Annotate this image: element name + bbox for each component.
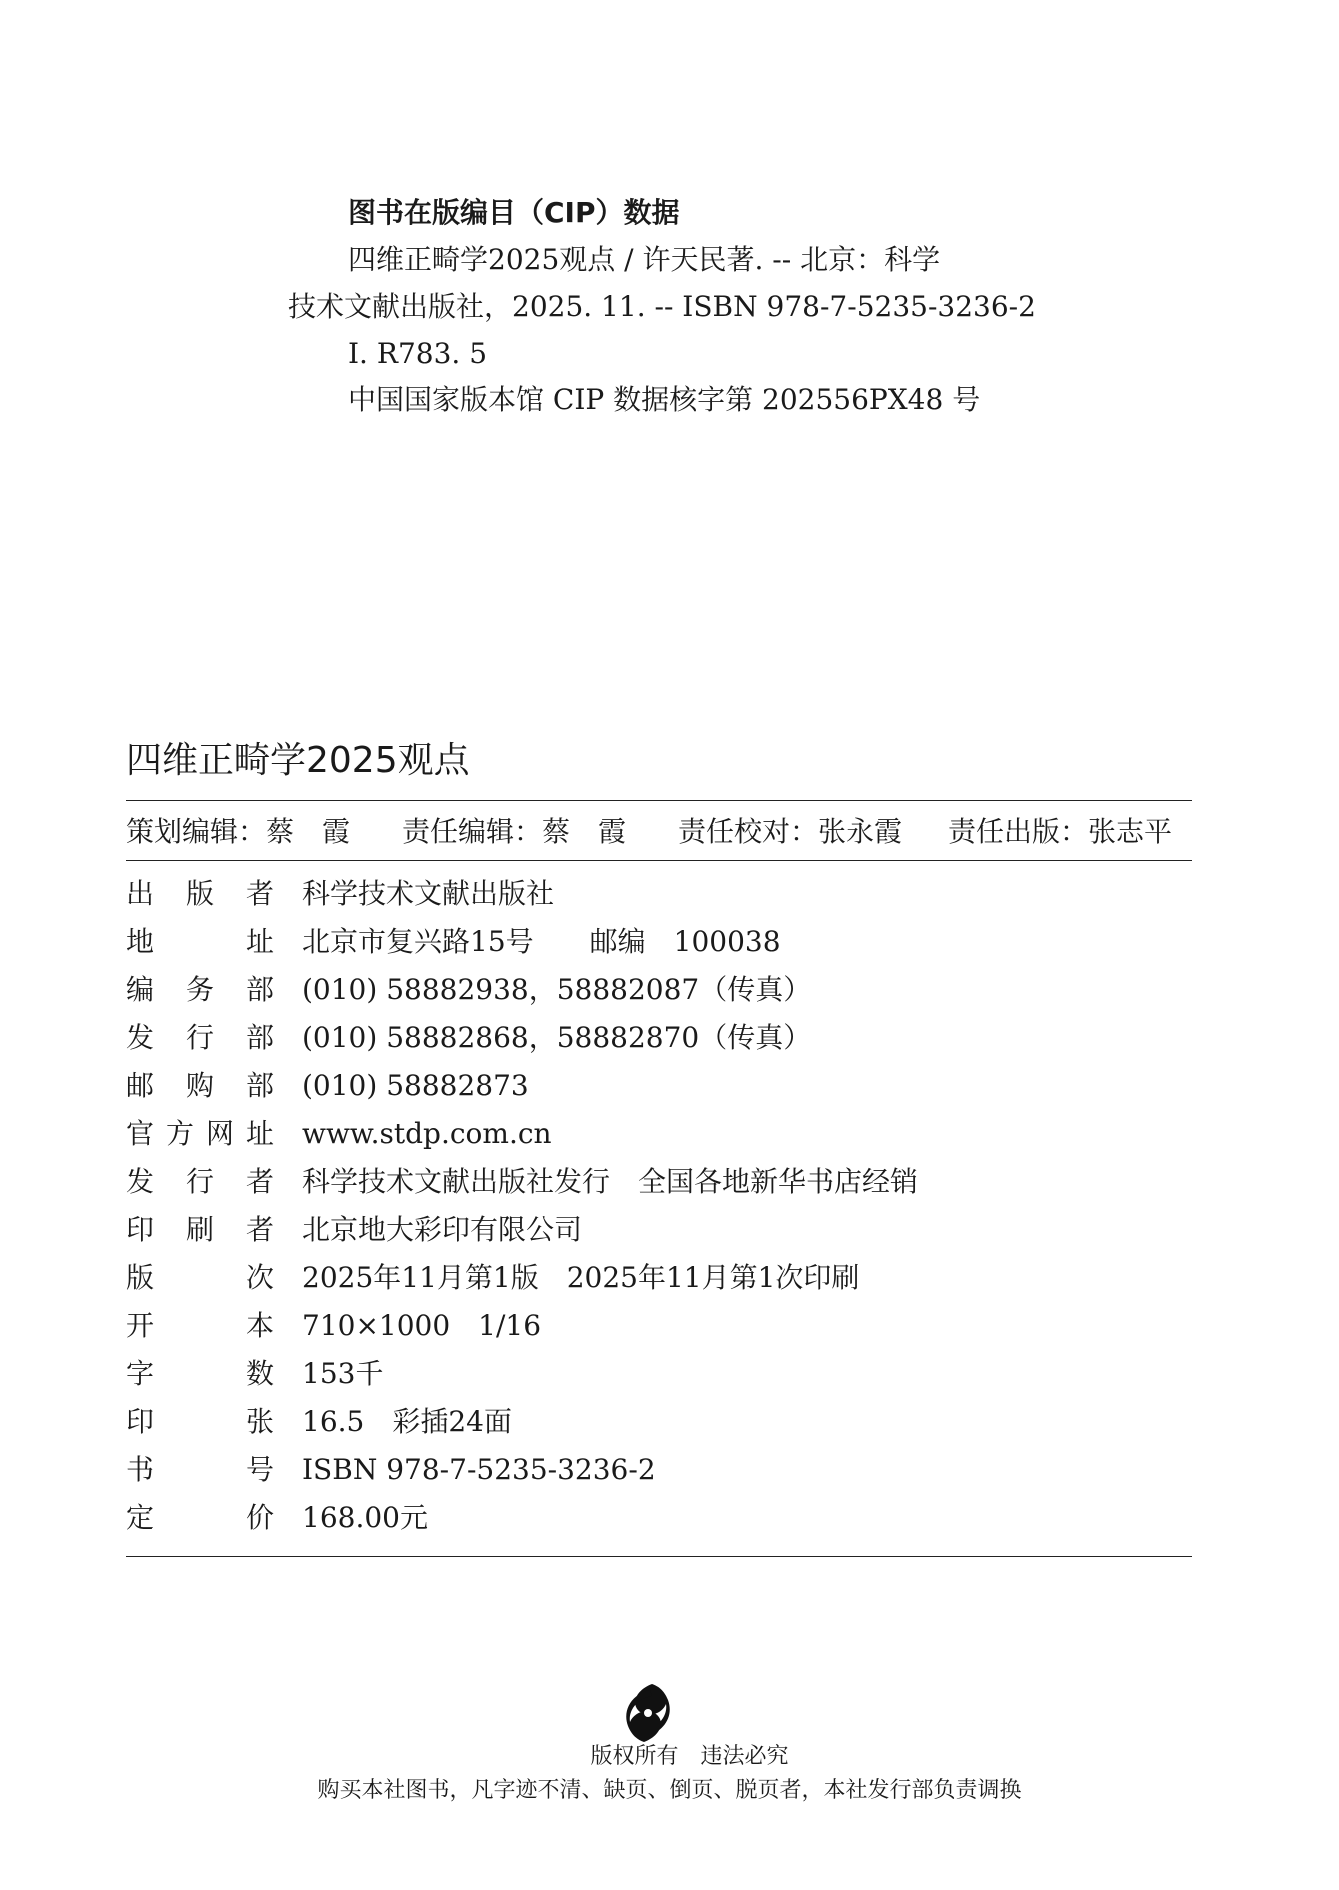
middle-rule — [126, 860, 1192, 861]
info-row — [126, 1302, 1192, 1350]
info-label: 地址 — [126, 925, 274, 958]
info-value: 710×1000 1/16 — [302, 1309, 542, 1342]
info-value: (010) 58882938，58882087（传真） — [302, 973, 812, 1006]
info-row — [126, 870, 1192, 918]
info-label: 定价 — [126, 1501, 274, 1534]
cip-line-4: 中国国家版本馆 CIP 数据核字第 202556PX48 号 — [348, 383, 981, 416]
cip-line-3: Ⅰ. R783. 5 — [348, 337, 488, 370]
info-row — [126, 1254, 1192, 1302]
info-label: 书号 — [126, 1453, 274, 1486]
publisher-logo-icon — [622, 1682, 674, 1744]
info-value: (010) 58882868，58882870（传真） — [302, 1021, 812, 1054]
info-label: 官方网址 — [126, 1117, 274, 1150]
responsible-editor: 责任编辑：蔡 霞 — [402, 815, 627, 848]
info-value: 科学技术文献出版社发行 全国各地新华书店经销 — [302, 1165, 919, 1198]
info-row — [126, 1446, 1192, 1494]
info-label: 出版者 — [126, 877, 274, 910]
info-row — [126, 1350, 1192, 1398]
replacement-note: 购买本社图书，凡字迹不清、缺页、倒页、脱页者，本社发行部负责调换 — [317, 1778, 1022, 1803]
info-label: 版次 — [126, 1261, 274, 1294]
info-row — [126, 1398, 1192, 1446]
cip-line-1: 四维正畸学2025观点 / 许天民著. -- 北京：科学 — [348, 243, 941, 276]
info-label: 邮购部 — [126, 1069, 274, 1102]
copyright-notice: 版权所有 违法必究 — [590, 1744, 789, 1769]
info-value: 153千 — [302, 1357, 384, 1390]
planning-editor: 策划编辑：蔡 霞 — [126, 815, 351, 848]
info-value: 北京市复兴路15号 邮编 100038 — [302, 925, 781, 958]
proofreading-editor: 责任校对：张永霞 — [678, 815, 903, 848]
editors-line — [126, 810, 1192, 854]
info-value: 北京地大彩印有限公司 — [302, 1213, 583, 1246]
cip-line-2: 技术文献出版社，2025. 11. -- ISBN 978-7-5235-3236-2 — [288, 290, 1036, 323]
info-label: 开本 — [126, 1309, 274, 1342]
info-value: 16.5 彩插24面 — [302, 1405, 512, 1438]
info-row — [126, 1158, 1192, 1206]
bottom-rule — [126, 1556, 1192, 1557]
info-label: 印张 — [126, 1405, 274, 1438]
info-row — [126, 1014, 1192, 1062]
info-label: 发行部 — [126, 1021, 274, 1054]
publishing-editor: 责任出版：张志平 — [948, 815, 1173, 848]
info-value: ISBN 978-7-5235-3236-2 — [302, 1453, 656, 1486]
website-value[interactable]: www.stdp.com.cn — [302, 1117, 552, 1150]
info-row — [126, 1062, 1192, 1110]
top-rule — [126, 800, 1192, 801]
info-value: 科学技术文献出版社 — [302, 877, 555, 910]
info-row — [126, 966, 1192, 1014]
info-row — [126, 1110, 1192, 1158]
info-row — [126, 1206, 1192, 1254]
info-label: 编务部 — [126, 973, 274, 1006]
info-row — [126, 1494, 1192, 1542]
info-value: 168.00元 — [302, 1501, 428, 1534]
info-label: 印刷者 — [126, 1213, 274, 1246]
info-row — [126, 918, 1192, 966]
book-title: 四维正畸学2025观点 — [126, 740, 470, 781]
info-label: 字数 — [126, 1357, 274, 1390]
info-value: 2025年11月第1版 2025年11月第1次印刷 — [302, 1261, 860, 1294]
cip-title: 图书在版编目（CIP）数据 — [348, 196, 680, 229]
info-value: (010) 58882873 — [302, 1069, 529, 1102]
info-label: 发行者 — [126, 1165, 274, 1198]
